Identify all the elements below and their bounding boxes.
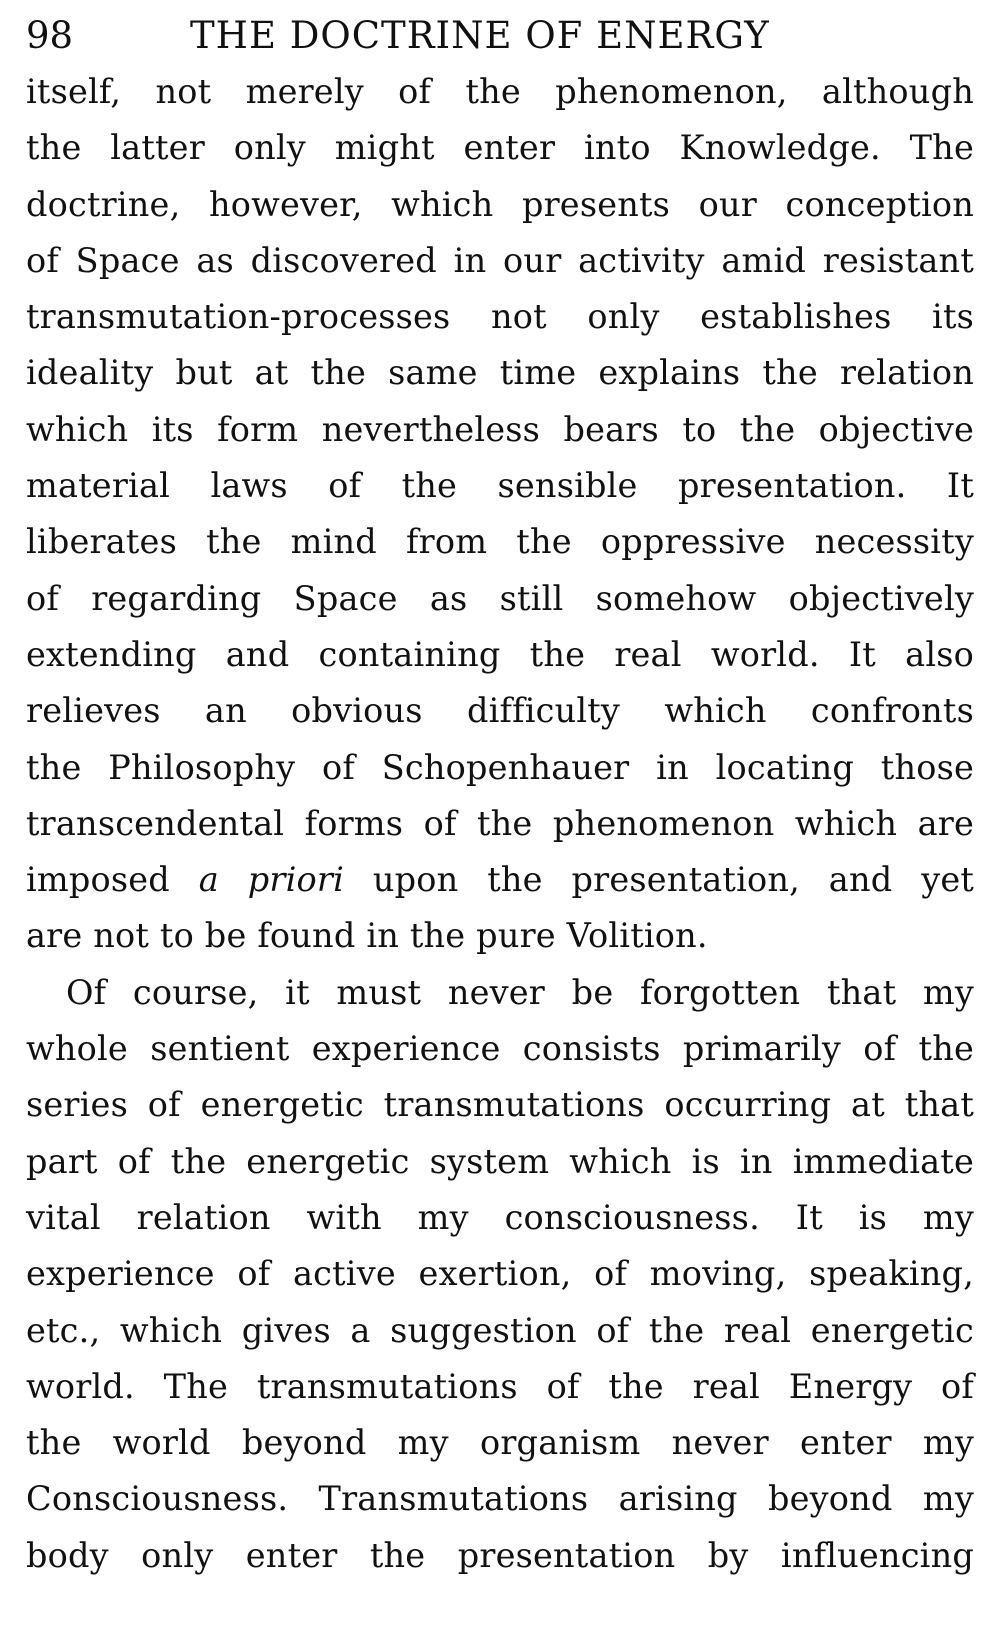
text-line: part of the energetic system which is in immediate [26,1141,974,1181]
text-line: of Space as discovered in our activity amid resistant [26,240,974,280]
italic-phrase: a priori [198,860,345,900]
text-line: extending and containing the real world. It also [26,634,974,674]
text-line: material laws of the sensible presentation. It [26,466,974,506]
book-page [26,8,974,1584]
text-line: transcendental forms of the phenomenon which are [26,803,974,843]
text-segment: upon the presentation, and yet [344,860,975,900]
text-line: relieves an obvious difficulty which confronts [26,691,974,731]
text-line: transmutation-processes not only establishes its [26,297,974,337]
text-line: world. The transmutations of the real Energy of [26,1366,974,1406]
text-line: body only enter the presentation by influencing [26,1535,974,1575]
paragraph-1 [26,64,974,965]
text-line: the latter only might enter into Knowledge. The [26,128,974,168]
paragraph-2 [26,965,974,1584]
text-line: Of course, it must never be forgotten that my [66,972,974,1012]
text-line: are not to be found in the pure Volition. [26,916,708,956]
text-line: which its form nevertheless bears to the objective [26,409,974,449]
text-line: series of energetic transmutations occurring at that [26,1085,974,1125]
running-head [26,8,974,64]
text-line: the world beyond my organism never enter my [26,1423,974,1463]
text-line: Consciousness. Transmutations arising beyond my [26,1479,974,1519]
body-text [26,64,974,1584]
text-line: of regarding Space as still somehow objectively [26,578,974,618]
text-line: etc., which gives a suggestion of the real energetic [26,1310,974,1350]
text-line: experience of active exertion, of moving, speaking, [26,1254,974,1294]
text-line: doctrine, however, which presents our conception [26,184,974,224]
running-title: THE DOCTRINE OF ENERGY [190,14,770,57]
text-line: whole sentient experience consists primarily of the [26,1029,974,1069]
text-line-with-italic [26,852,974,908]
text-line: the Philosophy of Schopenhauer in locating those [26,747,974,787]
text-line: ideality but at the same time explains the relation [26,353,974,393]
text-line: itself, not merely of the phenomenon, although [26,72,974,111]
text-segment: imposed [26,860,199,900]
page-number: 98 [26,14,74,57]
text-line: vital relation with my consciousness. It is my [26,1197,974,1237]
text-line: liberates the mind from the oppressive necessity [26,522,974,562]
